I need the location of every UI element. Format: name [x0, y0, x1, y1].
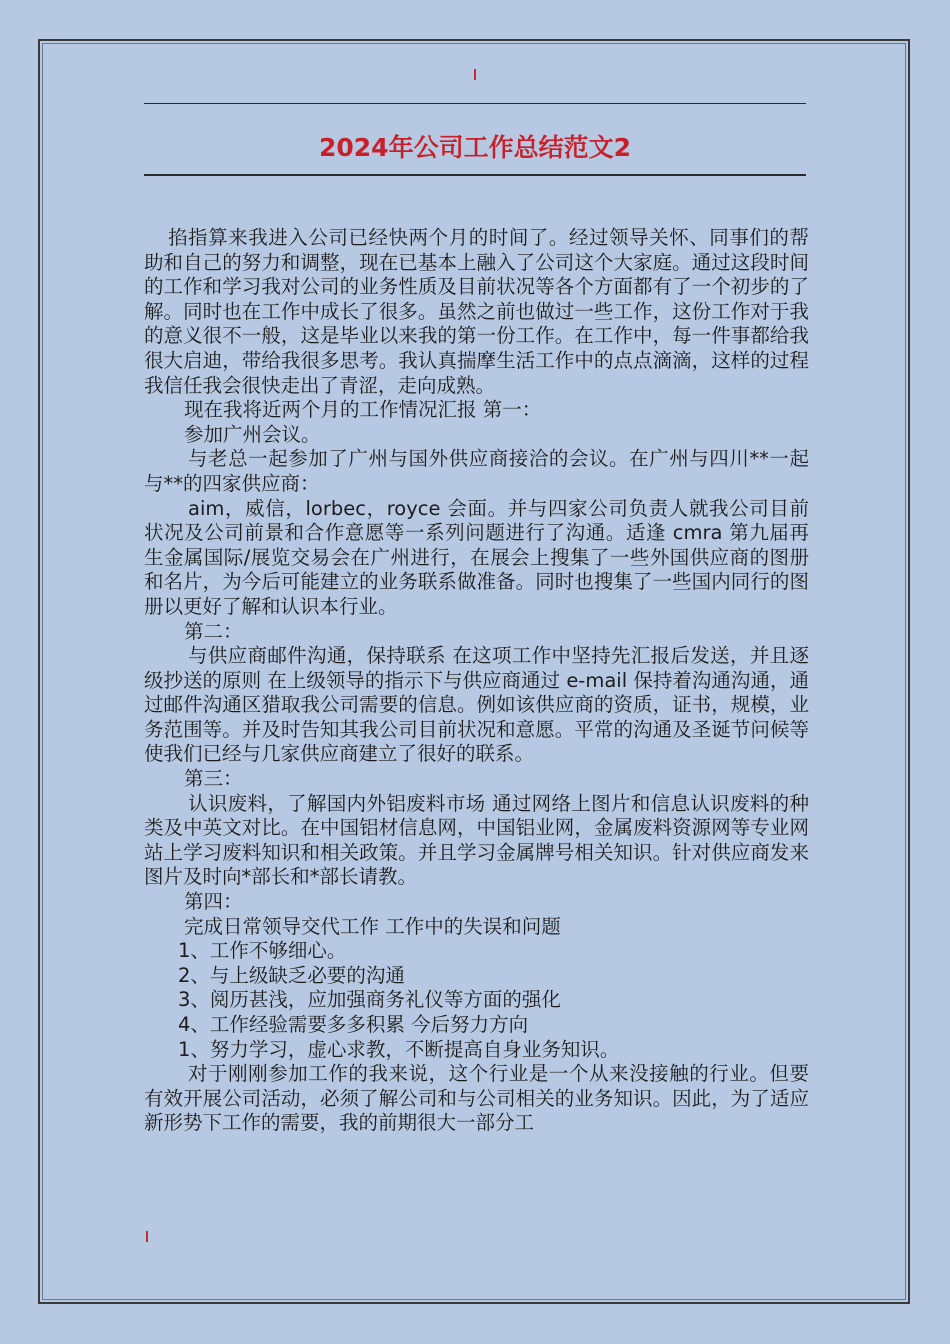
- paragraph-closing: 对于刚刚参加工作的我来说，这个行业是一个从来没接触的行业。但要有效开展公司活动，必须了解公司和与公司相关的业务知识。因此，为了适应新形势下工作的需要，我的前期很大一部分工: [144, 1062, 809, 1135]
- paragraph-suppliers: aim，威信，lorbec，royce 会面。并与四家公司负责人就我公司目前状况及公司前景和合作意愿等一系列问题进行了沟通。适逢 cmra 第九届再生金属国际/展览交易会在广州进行，在展会上搜集了一些外国供应商的图册和名片，为今后可能建立的业务联系做准备。同时也搜集了一些国内同行的图册以更好了解和认识本行业。: [144, 496, 809, 618]
- title-rule: [144, 174, 806, 176]
- paragraph-scrap-knowledge: 认识废料，了解国内外铝废料市场 通过网络上图片和信息认识废料的种类及中英文对比。在中国铝材信息网，中国铝业网，金属废料资源网等专业网站上学习废料知识和相关政策。并且学习金属牌号相关知识。针对供应商发来图片及时向*部长和*部长请教。: [144, 791, 809, 889]
- heading-fourth: 第四：: [184, 890, 243, 914]
- list-item: 2、与上级缺乏必要的沟通: [178, 963, 405, 987]
- header-rule: [144, 103, 806, 104]
- paragraph-guangzhou-meeting: 参加广州会议。: [184, 422, 321, 446]
- list-item: 1、工作不够细心。: [178, 939, 347, 963]
- paragraph-email-contact: 与供应商邮件沟通，保持联系 在这项工作中坚持先汇报后发送，并且逐级抄送的原则 在上级领导的指示下与供应商通过 e-mail 保持着沟通沟通，通过邮件沟通区猎取我公司需要的信息。例如该供应商的资质，证书，规模，业务范围等。并及时告知其我公司目前状况和意愿。平常的沟通及圣诞节问候等使我们已经与几家供应商建立了很好的联系。: [144, 644, 809, 766]
- list-item: 3、阅历甚浅，应加强商务礼仪等方面的强化: [178, 988, 561, 1012]
- paragraph-meeting-detail: 与老总一起参加了广州与国外供应商接洽的会议。在广州与四川**一起与**的四家供应商：: [144, 447, 809, 495]
- header-mark: [474, 69, 476, 80]
- document-title: 2024年公司工作总结范文2: [319, 133, 631, 162]
- heading-second: 第二：: [184, 619, 243, 643]
- heading-third: 第三：: [184, 767, 243, 791]
- document-body: [144, 226, 809, 1136]
- paragraph-report-intro: 现在我将近两个月的工作情况汇报 第一：: [184, 398, 542, 422]
- paragraph-daily-work: 完成日常领导交代工作 工作中的失误和问题: [184, 914, 561, 938]
- footer-mark: [146, 1231, 148, 1242]
- list-item: 4、工作经验需要多多积累 今后努力方向: [178, 1013, 529, 1036]
- list-item: 1、努力学习，虚心求教，不断提高自身业务知识。: [178, 1037, 620, 1061]
- paragraph-intro: 掐指算来我进入公司已经快两个月的时间了。经过领导关怀、同事们的帮助和自己的努力和调整，现在已基本上融入了公司这个大家庭。通过这段时间的工作和学习我对公司的业务性质及目前状况等各个方面都有了一个初步的了解。同时也在工作中成长了很多。虽然之前也做过一些工作，这份工作对于我的意义很不一般，这是毕业以来我的第一份工作。在工作中，每一件事都给我很大启迪，带给我很多思考。我认真揣摩生活工作中的点点滴滴，这样的过程我信任我会很快走出了青涩，走向成熟。: [144, 226, 809, 397]
